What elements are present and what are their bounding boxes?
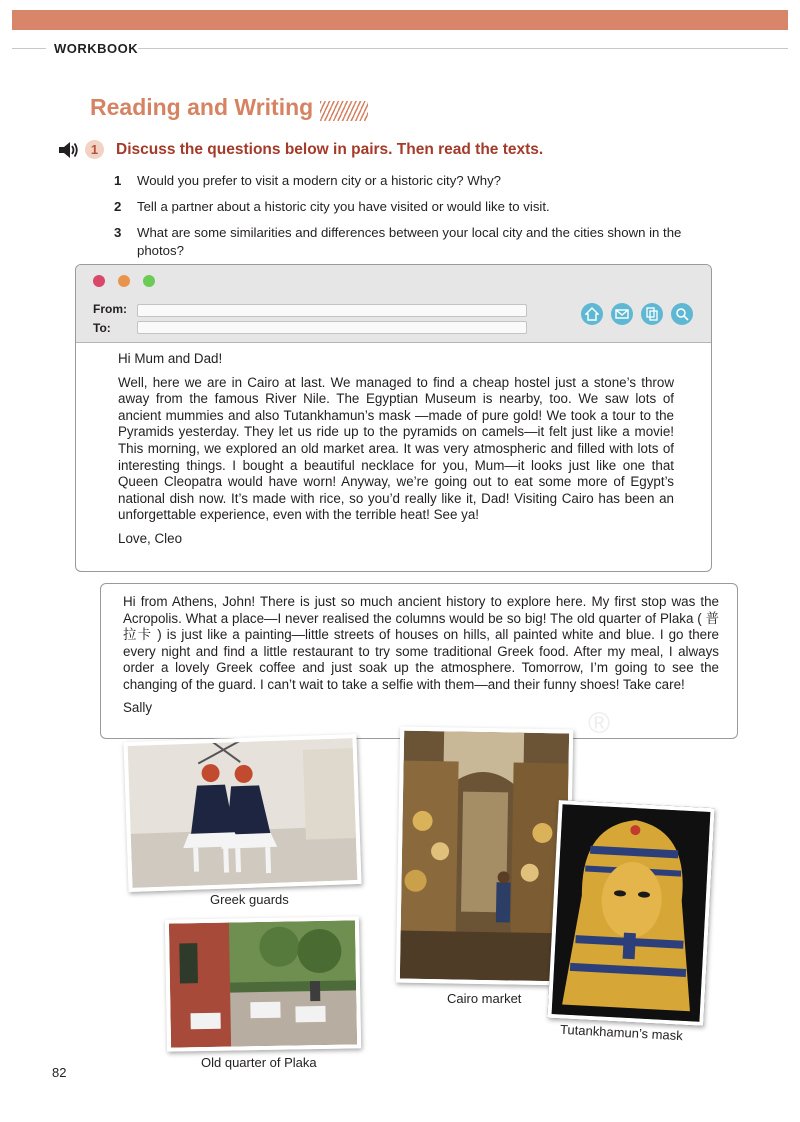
cairo-market-image — [400, 731, 569, 982]
registered-watermark: ® — [588, 707, 611, 740]
minimize-window-dot[interactable] — [118, 275, 130, 287]
question-number: 1 — [114, 173, 122, 188]
search-icon — [675, 307, 689, 321]
home-icon — [585, 307, 599, 321]
to-label: To: — [93, 321, 111, 335]
email-signoff: Love, Cleo — [118, 530, 183, 546]
question-number: 3 — [114, 225, 122, 240]
search-button[interactable] — [671, 303, 693, 325]
postcard-text: Hi from Athens, John! There is just so much ancient history to explore here. My first stop was the Acropolis. What a place—I never realised the columns would be so big! The old quarter of Plaka ( 普拉卡 ) is just like a painting—little streets of houses on hills, all painted white and blue. I go there every night and find a little restaurant to try some traditional Greek food. After my meal, I always order a lovely Greek coffee and just soak up the atmosphere. Tomorrow, I’m going to see the changing of the guard. I can’t wait to take a selfie with them—and their funny shoes! Take care! — [123, 594, 719, 692]
tutankhamun-mask-image — [552, 804, 711, 1021]
mail-button[interactable] — [611, 303, 633, 325]
documents-button[interactable] — [641, 303, 663, 325]
exercise-instruction: Discuss the questions below in pairs. Then read the texts. — [116, 141, 544, 158]
from-field[interactable] — [137, 304, 527, 317]
postcard-signoff: Sally — [123, 699, 153, 715]
maximize-window-dot[interactable] — [143, 275, 155, 287]
header-rule-left — [12, 48, 46, 49]
close-window-dot[interactable] — [93, 275, 105, 287]
workbook-label: WORKBOOK — [54, 41, 139, 56]
plaka-photo — [165, 916, 361, 1051]
question-number: 2 — [114, 199, 122, 214]
plaka-image — [169, 920, 357, 1047]
envelope-icon — [615, 307, 629, 321]
postcard-body — [123, 594, 719, 722]
cairo-market-photo — [396, 727, 573, 986]
exercise-number-badge: 1 — [85, 140, 104, 159]
greek-guards-image — [128, 738, 358, 888]
header-rule-right — [138, 48, 788, 49]
top-color-bar — [12, 10, 788, 30]
email-body — [118, 351, 674, 555]
question-text: What are some similarities and differences between your local city and the cities shown in the photos? — [137, 225, 682, 258]
question-text: Tell a partner about a historic city you have visited or would like to visit. — [137, 199, 550, 214]
tutankhamun-mask-photo — [547, 800, 714, 1026]
title-hatch-decoration — [320, 101, 368, 121]
email-text: Well, here we are in Cairo at last. We managed to find a cheap hostel just a stone’s throw away from the famous River Nile. The Egyptian Museum is nearby, too. We saw lots of ancient mummies and also Tutankhamun’s mask —made of pure gold! We took a tour to the Pyramids yesterday. They let us ride up to the pyramids on camels—it felt just like a movie! This morning, we explored an old market area. It was very atmospheric and filled with lots of interesting things. I bought a beautiful necklace for you, Mum—it looks just like one that Queen Cleopatra would have worn! Anyway, we’re going out to eat some more of Egypt’s national dish now. It’s made with rice, so you’d really like it, Dad! Visiting Cairo has been an unforgettable experience, even with the terrible heat! See ya! — [118, 374, 674, 523]
section-title: Reading and Writing — [90, 94, 314, 120]
email-header — [76, 265, 711, 343]
postcard-text-box — [100, 583, 738, 739]
to-field[interactable] — [137, 321, 527, 334]
from-label: From: — [93, 302, 127, 316]
question-text: Would you prefer to visit a modern city or a historic city? Why? — [137, 173, 502, 188]
caption-plaka: Old quarter of Plaka — [201, 1055, 317, 1070]
caption-greek-guards: Greek guards — [210, 892, 289, 907]
page-number: 82 — [52, 1065, 67, 1080]
email-window — [75, 264, 712, 572]
audio-speaker-icon[interactable] — [58, 141, 80, 159]
caption-cairo-market: Cairo market — [447, 991, 522, 1006]
email-greeting: Hi Mum and Dad! — [118, 351, 223, 366]
home-button[interactable] — [581, 303, 603, 325]
documents-icon — [645, 307, 659, 321]
greek-guards-photo — [123, 734, 361, 892]
caption-tutankhamun-mask: Tutankhamun’s mask — [559, 1021, 684, 1044]
